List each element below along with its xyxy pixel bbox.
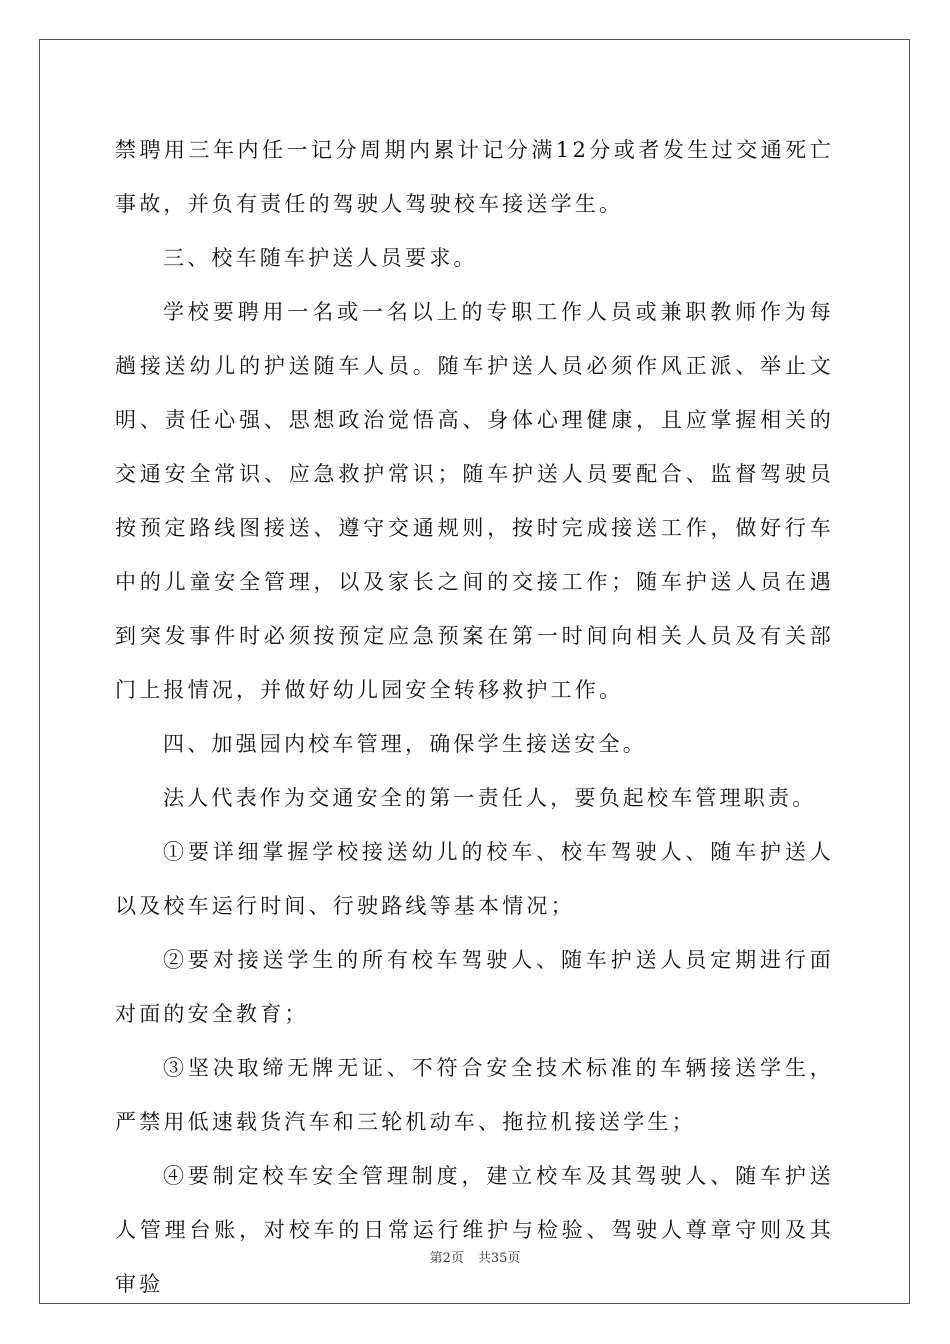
page-footer — [0, 1247, 950, 1266]
section-heading-4: 四、加强园内校车管理，确保学生接送安全。 — [163, 732, 647, 756]
paragraph-escort-requirements: 学校要聘用一名或一名以上的专职工作人员或兼职教师作为每趟接送幼儿的护送随车人员。随车护送人员必须作风正派、举止文明、责任心强、思想政治觉悟高、身体心理健康，且应掌握相关的交通安全常识、应急救护常识；随车护送人员要配合、监督驾驶员按预定路线图接送、遵守交通规则，按时完成接送工作，做好行车中的儿童安全管理，以及家长之间的交接工作；随车护送人员在遇到突发事件时必须按预定应急预案在第一时间向相关人员及有关部门上报情况，并做好幼儿园安全转移救护工作。 — [115, 300, 834, 702]
section-heading-3: 三、校车随车护送人员要求。 — [163, 246, 478, 270]
list-item-4: ④要制定校车安全管理制度，建立校车及其驾驶人、随车护送人管理台账，对校车的日常运行维护与检验、驾驶人尊章守则及其审验 — [115, 1164, 834, 1296]
list-item-2: ②要对接送学生的所有校车驾驶人、随车护送人员定期进行面对面的安全教育； — [115, 948, 834, 1026]
page-number: 第2页 — [429, 1251, 464, 1266]
paragraph-legal-representative: 法人代表作为交通安全的第一责任人，要负起校车管理职责。 — [163, 786, 817, 810]
page-total: 共35页 — [477, 1251, 521, 1266]
list-item-3: ③坚决取缔无牌无证、不符合安全技术标准的车辆接送学生，严禁用低速载货汽车和三轮机动车、拖拉机接送学生； — [115, 1056, 834, 1134]
paragraph-continuation: 禁聘用三年内任一记分周期内累计记分满12分或者发生过交通死亡事故，并负有责任的驾驶人驾驶校车接送学生。 — [115, 138, 834, 216]
document-body — [115, 123, 834, 1311]
list-item-1: ①要详细掌握学校接送幼儿的校车、校车驾驶人、随车护送人以及校车运行时间、行驶路线等基本情况； — [115, 840, 834, 918]
